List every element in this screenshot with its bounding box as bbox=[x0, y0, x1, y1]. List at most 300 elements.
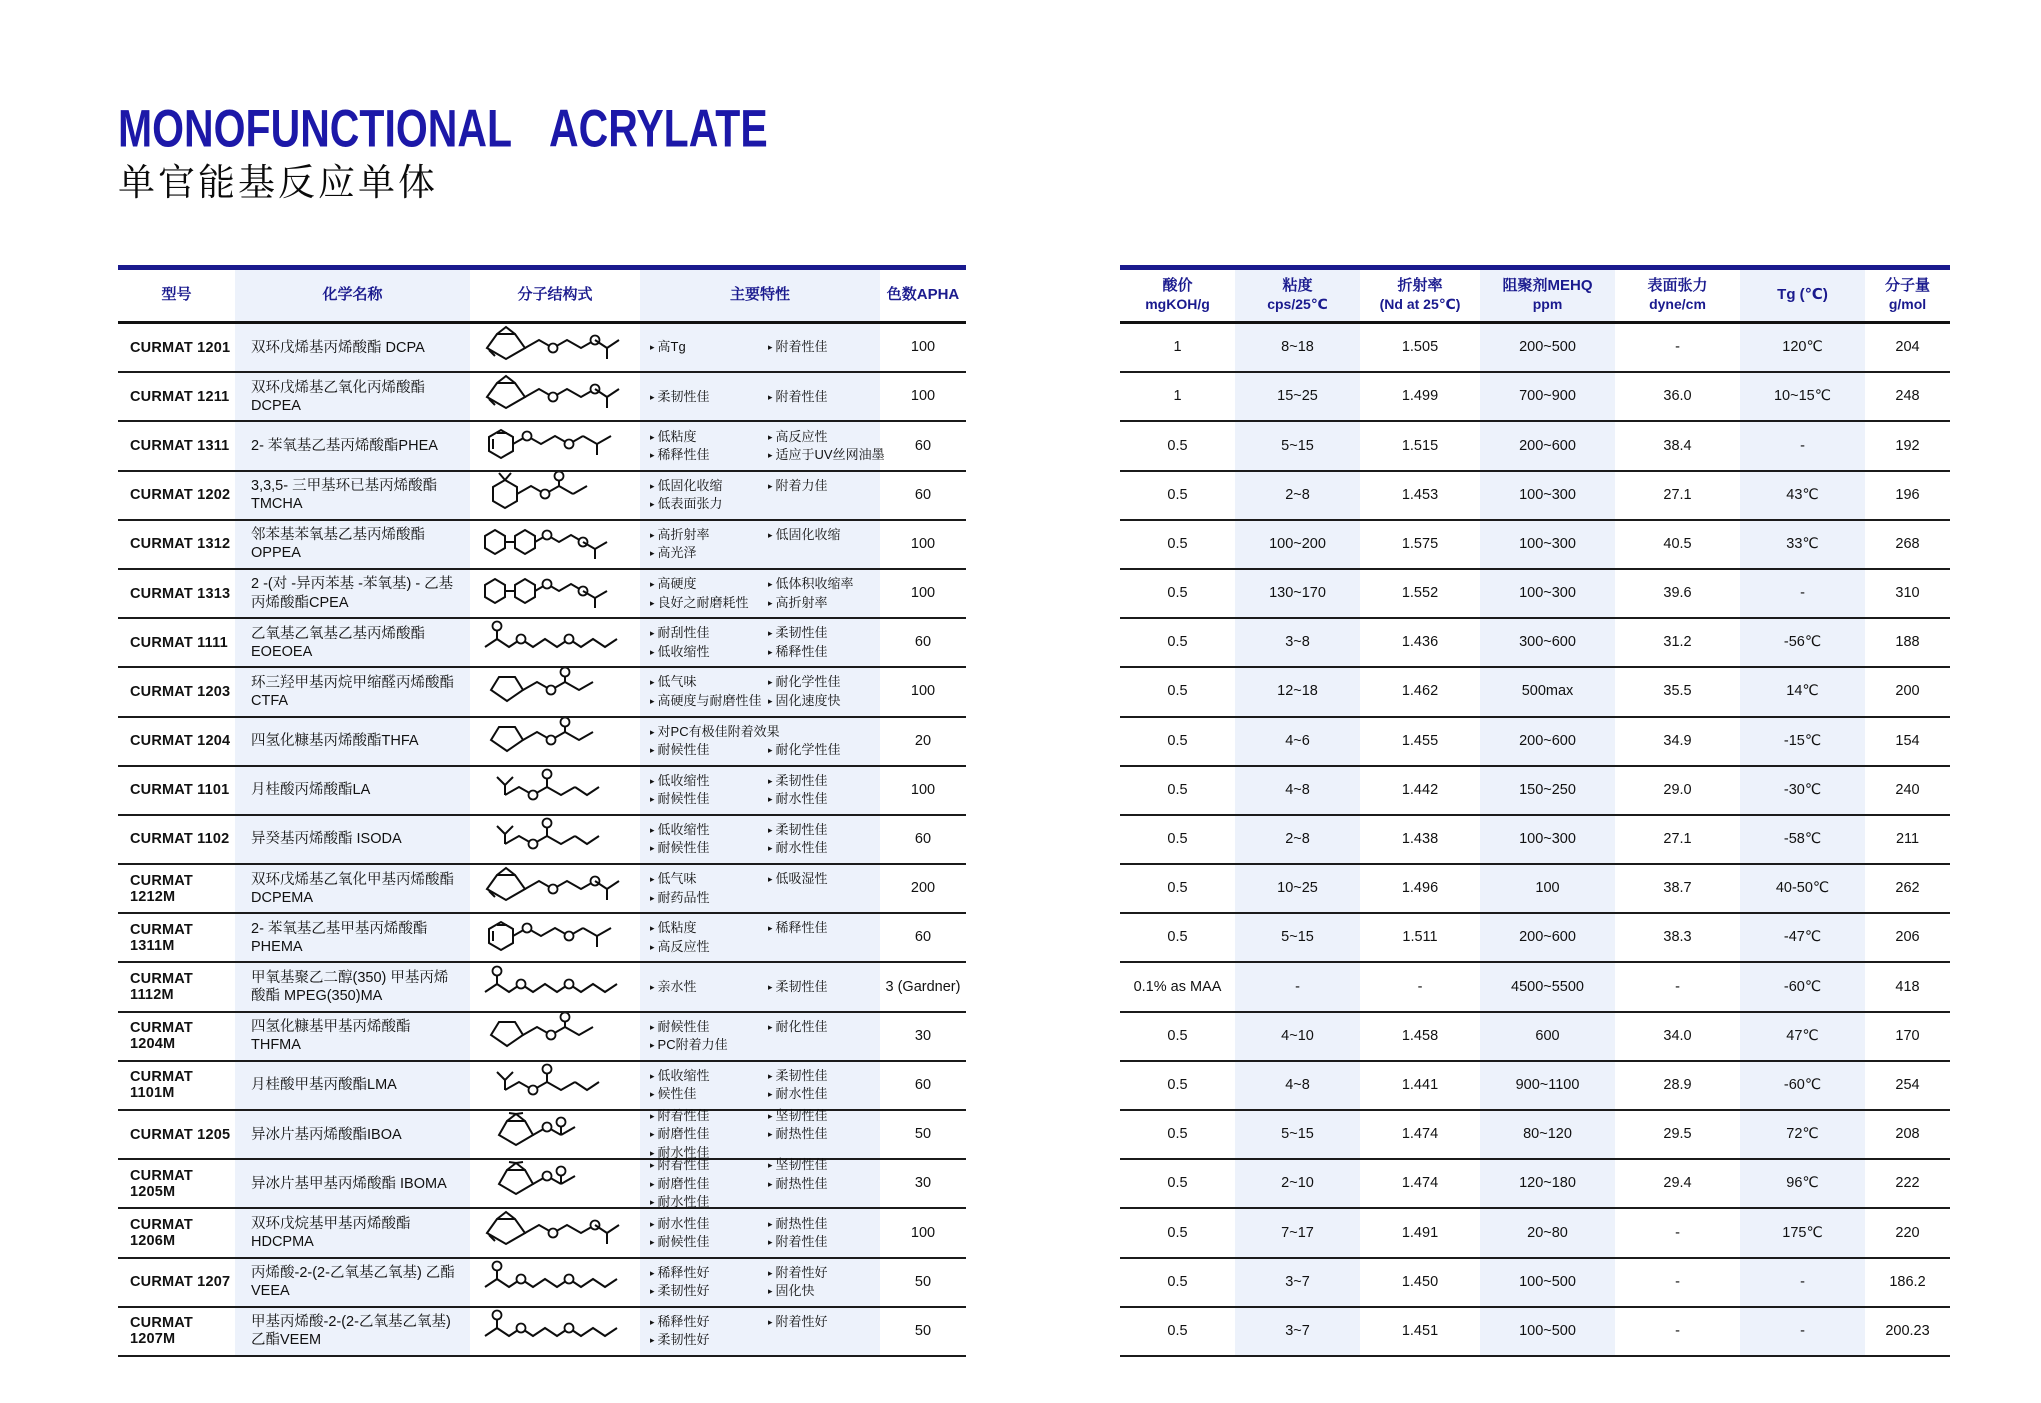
chemical-name-text: 异冰片基甲基丙烯酸酯 IBOMA bbox=[251, 1175, 447, 1192]
model-cell: CURMAT 1313 bbox=[130, 585, 231, 602]
bullet-icon: ▸ bbox=[768, 529, 773, 540]
features-column-2 bbox=[768, 1264, 880, 1301]
bullet-icon: ▸ bbox=[650, 1197, 655, 1208]
feature-item: ▸ 耐磨性佳 bbox=[650, 1126, 710, 1142]
property-value-cell: 1.450 bbox=[1401, 1273, 1439, 1290]
property-value-cell: 38.4 bbox=[1663, 437, 1692, 454]
property-value-cell: 254 bbox=[1895, 1076, 1920, 1093]
molecular-structure-icon bbox=[479, 472, 631, 519]
property-value-cell: 4~8 bbox=[1235, 767, 1360, 814]
property-value-cell: 0.5 bbox=[1167, 486, 1188, 503]
model-cell: CURMAT 1204 bbox=[130, 733, 231, 750]
structure-cell bbox=[470, 718, 640, 765]
property-value-cell: 0.5 bbox=[1167, 831, 1188, 848]
property-value-cell: 3~7 bbox=[1235, 1259, 1360, 1306]
property-value-cell: 100~300 bbox=[1480, 472, 1615, 519]
features-column-1 bbox=[650, 870, 768, 907]
bullet-icon: ▸ bbox=[650, 874, 655, 885]
property-value-cell: - bbox=[1675, 1322, 1680, 1339]
molecular-structure-icon bbox=[479, 1160, 631, 1207]
property-value-cell: - bbox=[1740, 422, 1865, 469]
table-row bbox=[118, 718, 966, 767]
product-table bbox=[118, 265, 966, 1357]
property-value-cell: - bbox=[1740, 1259, 1865, 1306]
bullet-icon: ▸ bbox=[768, 628, 773, 639]
property-value-cell: - bbox=[1417, 978, 1423, 995]
property-value-cell: 2~8 bbox=[1235, 816, 1360, 863]
property-value-cell: -58℃ bbox=[1740, 816, 1865, 863]
features-cell bbox=[640, 1259, 880, 1306]
chemical-name-cell bbox=[235, 570, 470, 617]
features-column-1 bbox=[650, 526, 768, 563]
feature-item: ▸ 高硬度 bbox=[650, 576, 697, 592]
structure-cell bbox=[470, 816, 640, 863]
molecular-structure-icon bbox=[479, 816, 631, 863]
property-value-cell: -60℃ bbox=[1740, 1062, 1865, 1109]
table-row bbox=[118, 767, 966, 816]
property-value-cell: -60℃ bbox=[1740, 963, 1865, 1010]
molecular-structure-icon bbox=[479, 570, 631, 617]
molecular-structure-icon bbox=[479, 964, 631, 1011]
property-value-cell: 80~120 bbox=[1480, 1111, 1615, 1158]
bullet-icon: ▸ bbox=[650, 1267, 655, 1278]
right-header-0: 酸价 mgKOH/g bbox=[1145, 277, 1210, 313]
bullet-icon: ▸ bbox=[650, 391, 655, 402]
features-cell bbox=[640, 1062, 880, 1109]
property-value-cell: 0.5 bbox=[1167, 1175, 1188, 1192]
feature-item: ▸ 低粘度 bbox=[650, 920, 697, 936]
chemical-name-text: 甲氧基聚乙二醇(350) 甲基丙烯酸酯 MPEG(350)MA bbox=[251, 969, 449, 1005]
table-row bbox=[1120, 521, 1950, 570]
structure-cell bbox=[470, 668, 640, 715]
feature-item: ▸ 附着性佳 bbox=[650, 1107, 710, 1123]
property-value-cell: 1.499 bbox=[1401, 388, 1439, 405]
property-value-cell: 1.575 bbox=[1401, 535, 1439, 552]
bullet-icon: ▸ bbox=[650, 825, 655, 836]
features-column-1 bbox=[650, 388, 768, 406]
chemical-name-cell bbox=[235, 1259, 470, 1306]
molecular-structure-icon bbox=[479, 668, 631, 715]
features-cell bbox=[640, 963, 880, 1010]
features-columns bbox=[650, 526, 880, 563]
bullet-icon: ▸ bbox=[768, 431, 773, 442]
bullet-icon: ▸ bbox=[768, 449, 773, 460]
features-cell bbox=[640, 914, 880, 961]
chemical-name-cell bbox=[235, 767, 470, 814]
table-row bbox=[118, 472, 966, 521]
bullet-icon: ▸ bbox=[650, 1160, 655, 1171]
property-value-cell: -56℃ bbox=[1740, 619, 1865, 666]
features-column-2 bbox=[768, 1018, 880, 1055]
property-value-cell: 0.5 bbox=[1167, 535, 1188, 552]
apha-cell: 50 bbox=[914, 1322, 932, 1339]
features-column-2 bbox=[768, 870, 880, 907]
features-column-1 bbox=[650, 1018, 768, 1055]
bullet-icon: ▸ bbox=[650, 941, 655, 952]
chemical-name-cell bbox=[235, 718, 470, 765]
bullet-icon: ▸ bbox=[650, 342, 655, 353]
features-cell bbox=[640, 1157, 880, 1210]
feature-item: ▸ 高硬度与耐磨性佳 bbox=[650, 692, 762, 708]
table-row bbox=[118, 324, 966, 373]
apha-cell: 30 bbox=[914, 1027, 932, 1044]
chemical-name-text: 2 -(对 -异丙苯基 -苯氧基) - 乙基丙烯酸酯CPEA bbox=[251, 576, 454, 611]
features-column-2 bbox=[768, 526, 880, 563]
chemical-name-cell bbox=[235, 816, 470, 863]
features-columns bbox=[650, 477, 880, 514]
chemical-name-cell bbox=[235, 619, 470, 666]
bullet-icon: ▸ bbox=[650, 529, 655, 540]
model-cell: CURMAT 1311 bbox=[130, 437, 230, 454]
table-row bbox=[1120, 668, 1950, 717]
apha-cell: 100 bbox=[910, 683, 936, 700]
bullet-icon: ▸ bbox=[650, 1236, 655, 1247]
molecular-structure-icon bbox=[479, 767, 631, 814]
table-row bbox=[118, 1259, 966, 1308]
feature-item: ▸ 耐水性佳 bbox=[768, 791, 828, 807]
property-value-cell: 27.1 bbox=[1663, 486, 1692, 503]
table-row bbox=[1120, 1259, 1950, 1308]
feature-item: ▸ 耐磨性佳 bbox=[650, 1175, 710, 1191]
feature-item: ▸ 柔韧性佳 bbox=[768, 978, 828, 994]
property-value-cell: 200~500 bbox=[1480, 324, 1615, 371]
left-header-0: 型号 bbox=[161, 286, 192, 304]
property-value-cell: 100~300 bbox=[1480, 816, 1615, 863]
feature-item: ▸ 固化速度快 bbox=[768, 692, 841, 708]
feature-item: ▸ 稀释性佳 bbox=[768, 643, 828, 659]
model-cell: CURMAT 1102 bbox=[130, 831, 230, 848]
features-columns bbox=[650, 978, 880, 996]
bullet-icon: ▸ bbox=[650, 892, 655, 903]
bullet-icon: ▸ bbox=[650, 1070, 655, 1081]
property-value-cell: 0.5 bbox=[1167, 1224, 1188, 1241]
table-row bbox=[118, 1308, 966, 1357]
apha-cell: 60 bbox=[914, 437, 932, 454]
features-column-1 bbox=[650, 1067, 768, 1104]
structure-cell bbox=[470, 1160, 640, 1207]
features-columns bbox=[650, 1215, 880, 1252]
model-cell: CURMAT 1205M bbox=[130, 1167, 193, 1200]
property-value-cell: 1.442 bbox=[1401, 781, 1439, 798]
bullet-icon: ▸ bbox=[650, 480, 655, 491]
property-value-cell: 29.4 bbox=[1663, 1175, 1692, 1192]
property-value-cell: 96℃ bbox=[1740, 1160, 1865, 1207]
property-value-cell: 15~25 bbox=[1235, 373, 1360, 420]
feature-item: ▸ 耐化性佳 bbox=[768, 1018, 828, 1034]
features-column-1 bbox=[650, 919, 768, 956]
table-row bbox=[1120, 422, 1950, 471]
feature-item: ▸ 稀释性好 bbox=[650, 1264, 710, 1280]
model-cell: CURMAT 1206M bbox=[130, 1216, 193, 1249]
table-row bbox=[118, 1013, 966, 1062]
property-value-cell: 1.438 bbox=[1401, 831, 1439, 848]
chemical-name-cell bbox=[235, 422, 470, 469]
bullet-icon: ▸ bbox=[768, 825, 773, 836]
feature-item: ▸ 耐水性佳 bbox=[768, 840, 828, 856]
table-row bbox=[118, 963, 966, 1012]
features-column-2 bbox=[768, 624, 880, 661]
feature-item: ▸ 柔韧性佳 bbox=[768, 1067, 828, 1083]
property-value-cell: 206 bbox=[1895, 929, 1920, 946]
property-value-cell: 240 bbox=[1895, 781, 1920, 798]
molecular-structure-icon bbox=[479, 718, 631, 765]
property-value-cell: 1.462 bbox=[1401, 683, 1439, 700]
features-columns bbox=[650, 772, 880, 809]
feature-item: ▸ 柔韧性佳 bbox=[768, 822, 828, 838]
property-value-cell: 43℃ bbox=[1740, 472, 1865, 519]
table-row bbox=[1120, 1160, 1950, 1209]
structure-cell bbox=[470, 373, 640, 420]
features-column-1 bbox=[650, 723, 780, 760]
property-value-cell: 0.5 bbox=[1167, 1027, 1188, 1044]
feature-item: ▸ 亲水性 bbox=[650, 978, 697, 994]
property-value-cell: 40-50℃ bbox=[1740, 865, 1865, 912]
apha-cell: 60 bbox=[914, 831, 932, 848]
features-column-2 bbox=[768, 723, 880, 760]
page-title: MONOFUNCTIONAL ACRYLATE bbox=[118, 99, 768, 158]
features-column-1 bbox=[650, 624, 768, 661]
property-value-cell: 200~600 bbox=[1480, 422, 1615, 469]
property-value-cell: 0.5 bbox=[1167, 781, 1188, 798]
property-value-cell: 1.458 bbox=[1401, 1027, 1439, 1044]
chemical-name-cell bbox=[235, 472, 470, 519]
property-value-cell: 38.7 bbox=[1663, 880, 1692, 897]
table-row bbox=[118, 816, 966, 865]
feature-item: ▸ 耐候性佳 bbox=[650, 840, 710, 856]
table-row bbox=[1120, 1013, 1950, 1062]
left-header-2: 分子结构式 bbox=[517, 286, 593, 304]
chemical-name-text: 2- 苯氧基乙基甲基丙烯酸酯 PHEMA bbox=[251, 920, 428, 955]
features-column-2 bbox=[768, 575, 880, 612]
bullet-icon: ▸ bbox=[768, 597, 773, 608]
table-row bbox=[1120, 619, 1950, 668]
bullet-icon: ▸ bbox=[768, 1070, 773, 1081]
feature-item: ▸ 耐热性佳 bbox=[768, 1126, 828, 1142]
model-cell: CURMAT 1111 bbox=[130, 634, 228, 651]
chemical-name-cell bbox=[235, 1308, 470, 1355]
apha-cell: 20 bbox=[914, 732, 932, 749]
property-value-cell: 39.6 bbox=[1663, 585, 1692, 602]
bullet-icon: ▸ bbox=[650, 1089, 655, 1100]
features-columns bbox=[650, 1313, 880, 1350]
property-value-cell: 100~300 bbox=[1480, 570, 1615, 617]
apha-cell: 60 bbox=[914, 486, 932, 503]
apha-cell: 3 (Gardner) bbox=[885, 978, 961, 995]
property-value-cell: - bbox=[1740, 570, 1865, 617]
bullet-icon: ▸ bbox=[650, 1147, 655, 1158]
property-value-cell: 900~1100 bbox=[1480, 1062, 1615, 1109]
bullet-icon: ▸ bbox=[768, 794, 773, 805]
features-cell bbox=[640, 373, 880, 420]
features-column-2 bbox=[768, 388, 880, 406]
table-row bbox=[1120, 865, 1950, 914]
property-value-cell: 1.491 bbox=[1401, 1224, 1439, 1241]
feature-item: ▸ 耐化学性佳 bbox=[768, 742, 841, 758]
molecular-structure-icon bbox=[479, 1308, 631, 1355]
property-value-cell: 5~15 bbox=[1235, 914, 1360, 961]
feature-item: ▸ 低体积收缩率 bbox=[768, 576, 854, 592]
bullet-icon: ▸ bbox=[650, 695, 655, 706]
property-value-cell: 170 bbox=[1895, 1027, 1920, 1044]
feature-item: ▸ 耐热性佳 bbox=[768, 1175, 828, 1191]
property-value-cell: 29.5 bbox=[1663, 1126, 1692, 1143]
right-header-5: Tg (℃) bbox=[1740, 270, 1865, 321]
structure-cell bbox=[470, 1013, 640, 1060]
feature-item: ▸ 低气味 bbox=[650, 674, 697, 690]
left-header-3: 主要特性 bbox=[640, 270, 880, 321]
property-value-cell: 35.5 bbox=[1663, 683, 1692, 700]
bullet-icon: ▸ bbox=[650, 597, 655, 608]
bullet-icon: ▸ bbox=[650, 923, 655, 934]
property-value-cell: -15℃ bbox=[1740, 718, 1865, 765]
bullet-icon: ▸ bbox=[650, 579, 655, 590]
bullet-icon: ▸ bbox=[768, 1160, 773, 1171]
property-value-cell: 154 bbox=[1895, 732, 1920, 749]
table-row bbox=[118, 1209, 966, 1258]
features-column-1 bbox=[650, 1156, 768, 1211]
features-columns bbox=[650, 1156, 880, 1211]
features-cell bbox=[640, 767, 880, 814]
table-row bbox=[1120, 1308, 1950, 1357]
feature-item: ▸ 低固化收缩 bbox=[768, 526, 841, 542]
feature-item: ▸ 低气味 bbox=[650, 871, 697, 887]
apha-cell: 60 bbox=[914, 634, 932, 651]
feature-item: ▸ 高反应性 bbox=[768, 428, 828, 444]
property-value-cell: 500max bbox=[1480, 668, 1615, 715]
property-value-cell: 4~10 bbox=[1235, 1013, 1360, 1060]
property-value-cell: 1.505 bbox=[1401, 339, 1439, 356]
feature-item: ▸ 低粘度 bbox=[650, 428, 697, 444]
bullet-icon: ▸ bbox=[768, 391, 773, 402]
property-value-cell: 600 bbox=[1480, 1013, 1615, 1060]
feature-item: ▸ 柔韧性佳 bbox=[768, 772, 828, 788]
right-header-6: 分子量 g/mol bbox=[1884, 277, 1930, 313]
feature-item: ▸ 低表面张力 bbox=[650, 496, 723, 512]
property-value-cell: 0.5 bbox=[1167, 585, 1188, 602]
features-column-1 bbox=[650, 821, 768, 858]
left-table-header-row bbox=[118, 270, 966, 324]
property-value-cell: 0.5 bbox=[1167, 683, 1188, 700]
properties-table bbox=[1120, 265, 1950, 1357]
property-value-cell: 3~8 bbox=[1235, 619, 1360, 666]
property-value-cell: 120~180 bbox=[1480, 1160, 1615, 1207]
bullet-icon: ▸ bbox=[768, 1021, 773, 1032]
features-column-2 bbox=[768, 821, 880, 858]
right-table-header-row bbox=[1120, 270, 1950, 324]
property-value-cell: 1.455 bbox=[1401, 732, 1439, 749]
bullet-icon: ▸ bbox=[650, 1286, 655, 1297]
property-value-cell: -47℃ bbox=[1740, 914, 1865, 961]
model-cell: CURMAT 1202 bbox=[130, 487, 231, 504]
chemical-name-text: 邻苯基苯氧基乙基丙烯酸酯 OPPEA bbox=[251, 527, 425, 562]
table-row bbox=[118, 422, 966, 471]
property-value-cell: 3~7 bbox=[1235, 1308, 1360, 1355]
model-cell: CURMAT 1311M bbox=[130, 921, 193, 954]
table-row bbox=[118, 1107, 966, 1160]
property-value-cell: 0.5 bbox=[1167, 1322, 1188, 1339]
property-value-cell: 222 bbox=[1895, 1175, 1920, 1192]
table-row bbox=[118, 668, 966, 717]
features-column-1 bbox=[650, 575, 768, 612]
feature-item: ▸ 坚韧性佳 bbox=[768, 1107, 828, 1123]
property-value-cell: 33℃ bbox=[1740, 521, 1865, 568]
feature-item: ▸ 附着性佳 bbox=[768, 388, 828, 404]
feature-item: ▸ 耐候性佳 bbox=[650, 1233, 710, 1249]
apha-cell: 60 bbox=[914, 929, 932, 946]
structure-cell bbox=[470, 472, 640, 519]
feature-item: ▸ 附着性好 bbox=[768, 1313, 828, 1329]
feature-item: ▸ 低固化收缩 bbox=[650, 477, 723, 493]
table-row bbox=[1120, 373, 1950, 422]
structure-cell bbox=[470, 324, 640, 371]
apha-cell: 100 bbox=[910, 339, 936, 356]
property-value-cell: 700~900 bbox=[1480, 373, 1615, 420]
structure-cell bbox=[470, 422, 640, 469]
table-row bbox=[1120, 472, 1950, 521]
molecular-structure-icon bbox=[479, 1209, 631, 1256]
chemical-name-text: 双环戊烯基乙氧化丙烯酸酯 DCPEA bbox=[251, 379, 425, 414]
features-cell bbox=[640, 816, 880, 863]
features-column-2 bbox=[768, 1107, 880, 1162]
structure-cell bbox=[470, 521, 640, 568]
feature-item: ▸ 坚韧性佳 bbox=[768, 1157, 828, 1173]
right-header-4: 表面张力 dyne/cm bbox=[1647, 277, 1708, 313]
chemical-name-cell bbox=[235, 521, 470, 568]
property-value-cell: 28.9 bbox=[1663, 1076, 1692, 1093]
bullet-icon: ▸ bbox=[650, 1218, 655, 1229]
property-value-cell: 175℃ bbox=[1740, 1209, 1865, 1256]
features-column-2 bbox=[768, 1156, 880, 1211]
features-column-1 bbox=[650, 673, 768, 710]
property-value-cell: 186.2 bbox=[1889, 1273, 1926, 1290]
feature-item: ▸ 高反应性 bbox=[650, 938, 710, 954]
features-column-2 bbox=[768, 477, 880, 514]
property-value-cell: 1.496 bbox=[1401, 880, 1439, 897]
property-value-cell: 100~300 bbox=[1480, 521, 1615, 568]
table-row bbox=[1120, 767, 1950, 816]
feature-item: ▸ 高光泽 bbox=[650, 545, 697, 561]
table-row bbox=[118, 914, 966, 963]
feature-item: ▸ 低吸湿性 bbox=[768, 871, 828, 887]
chemical-name-text: 双环戊烷基甲基丙烯酸酯 HDCPMA bbox=[251, 1215, 411, 1250]
property-value-cell: 12~18 bbox=[1235, 668, 1360, 715]
structure-cell bbox=[470, 619, 640, 666]
structure-cell bbox=[470, 1062, 640, 1109]
bullet-icon: ▸ bbox=[650, 1110, 655, 1121]
bullet-icon: ▸ bbox=[768, 695, 773, 706]
feature-item: ▸ 柔韧性好 bbox=[650, 1283, 710, 1299]
chemical-name-text: 双环戊烯基乙氧化甲基丙烯酸酯 DCPEMA bbox=[251, 871, 454, 906]
chemical-name-cell bbox=[235, 865, 470, 912]
chemical-name-cell bbox=[235, 963, 470, 1010]
left-header-1: 化学名称 bbox=[235, 270, 470, 321]
bullet-icon: ▸ bbox=[768, 646, 773, 657]
bullet-icon: ▸ bbox=[768, 1129, 773, 1140]
chemical-name-text: 乙氧基乙氧基乙基丙烯酸酯 EOEOEA bbox=[251, 625, 425, 660]
chemical-name-cell bbox=[235, 1062, 470, 1109]
bullet-icon: ▸ bbox=[768, 342, 773, 353]
apha-cell: 200 bbox=[910, 880, 936, 897]
feature-item: ▸ PC附着力佳 bbox=[650, 1037, 728, 1053]
chemical-name-text: 异癸基丙烯酸酯 ISODA bbox=[251, 831, 402, 848]
property-value-cell: 72℃ bbox=[1740, 1111, 1865, 1158]
structure-cell bbox=[470, 1111, 640, 1158]
property-value-cell: 310 bbox=[1895, 585, 1920, 602]
chemical-name-text: 丙烯酸-2-(2-乙氧基乙氧基) 乙酯VEEA bbox=[251, 1265, 455, 1300]
features-columns bbox=[650, 1018, 880, 1055]
features-column-2 bbox=[768, 1215, 880, 1252]
bullet-icon: ▸ bbox=[768, 874, 773, 885]
